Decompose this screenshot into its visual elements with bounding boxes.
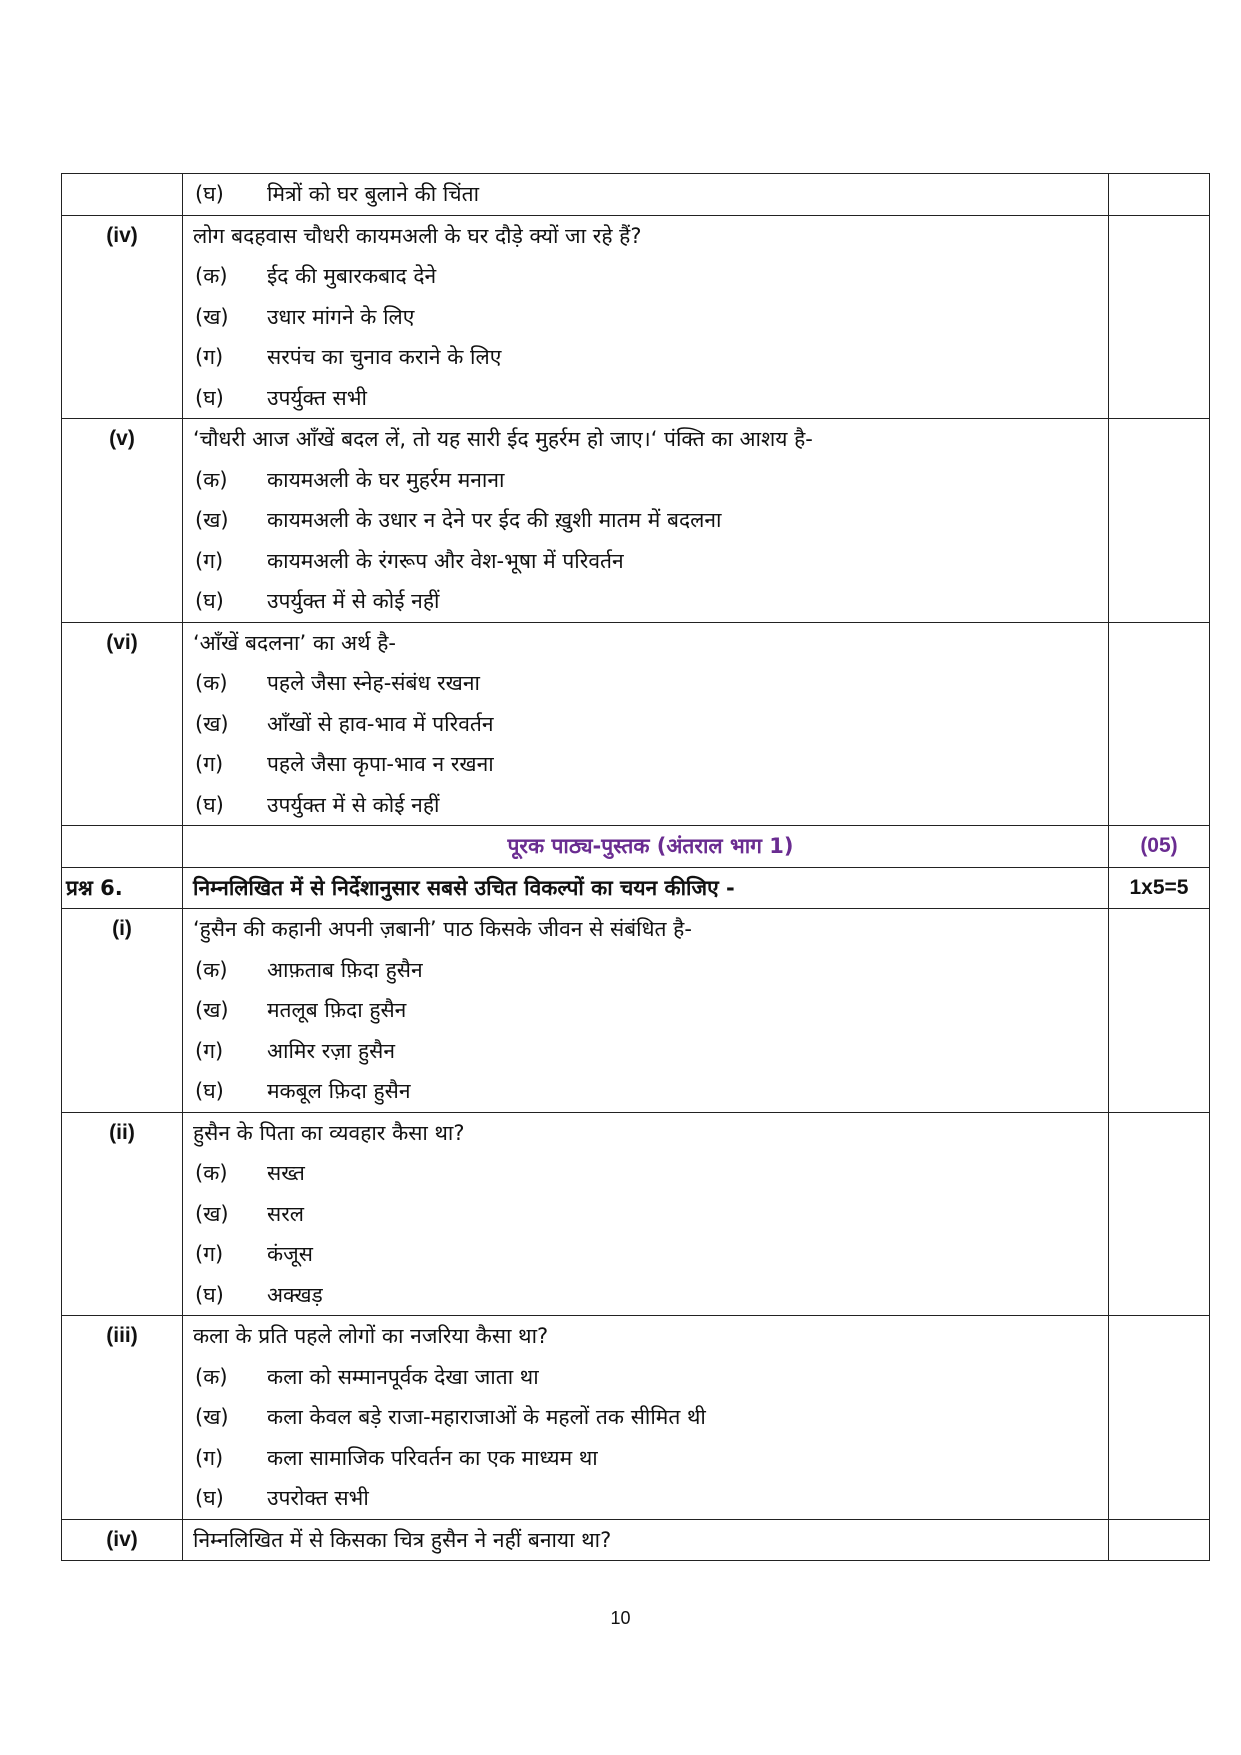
option-text: आफ़ताब फ़िदा हुसैन (267, 957, 423, 982)
marks-cell (1109, 1112, 1210, 1316)
option-text: सरल (267, 1201, 305, 1226)
instruction-text: निम्नलिखित में से निर्देशानुसार सबसे उचित विकल्पों का चयन कीजिए - (193, 875, 735, 900)
option-label: (घ) (195, 1486, 224, 1510)
option-text: उधार मांगने के लिए (267, 304, 415, 329)
marks-cell (1109, 909, 1210, 1113)
option-line (193, 663, 1108, 704)
option-label: (ग) (195, 345, 224, 369)
option-label: (ख) (195, 1405, 229, 1429)
question-number: (vi) (106, 630, 138, 654)
option-label: (क) (195, 467, 228, 492)
question-number-cell (62, 909, 183, 1113)
option-label: (घ) (195, 1282, 224, 1307)
question-text: लोग बदहवास चौधरी कायमअली के घर दौड़े क्यों जा रहे हैं? (193, 223, 642, 248)
option-line (193, 1357, 1108, 1398)
question-text: हुसैन के पिता का व्यवहार कैसा था? (193, 1120, 465, 1145)
table-row (62, 1112, 1210, 1316)
table-row (62, 419, 1210, 623)
question-table (61, 173, 1210, 1561)
table-row (62, 909, 1210, 1113)
option-line (193, 1275, 1108, 1316)
question-marks: 1x5=5 (1129, 875, 1189, 899)
section-marks: (05) (1140, 834, 1178, 857)
question-number-cell (62, 867, 183, 909)
option-line (193, 500, 1108, 541)
option-label: (घ) (195, 385, 224, 410)
marks-cell (1109, 174, 1210, 216)
question-number: (i) (112, 917, 132, 940)
question-number: (iv) (106, 1527, 138, 1551)
question-number-cell (62, 622, 183, 826)
table-row (62, 1316, 1210, 1520)
option-line (193, 1153, 1108, 1194)
option-label: (ग) (195, 752, 224, 776)
question-text: ‘आँखें बदलना’ का अर्थ है- (193, 630, 396, 655)
option-text: उपर्युक्त में से कोई नहीं (267, 589, 440, 613)
option-text: सरपंच का चुनाव कराने के लिए (267, 345, 502, 369)
option-label: (क) (195, 264, 228, 288)
option-text: कायमअली के घर मुहर्रम मनाना (267, 467, 505, 492)
option-label: (ख) (195, 998, 229, 1022)
question-number-cell (62, 1519, 183, 1561)
table-row (62, 1519, 1210, 1561)
table-row (62, 826, 1210, 868)
option-label: (ख) (195, 304, 229, 329)
option-text: कायमअली के रंगरूप और वेश-भूषा में परिवर्तन (267, 548, 624, 573)
option-line (193, 785, 1108, 826)
question-text: कला के प्रति पहले लोगों का नजरिया कैसा था? (193, 1324, 549, 1348)
question-content-cell (183, 1316, 1109, 1520)
option-text: मतलूब फ़िदा हुसैन (267, 998, 407, 1022)
option-text: उपर्युक्त सभी (267, 385, 367, 410)
option-line (193, 337, 1108, 378)
option-text: ईद की मुबारकबाद देने (267, 264, 437, 288)
section-title: पूरक पाठ्य-पुस्तक (अंतराल भाग 1) (507, 834, 794, 858)
option-line (193, 460, 1108, 501)
question-content-cell (183, 215, 1109, 419)
option-line (193, 1478, 1108, 1519)
question-number-cell (62, 419, 183, 623)
question-text: निम्नलिखित में से किसका चित्र हुसैन ने नहीं बनाया था? (193, 1527, 612, 1552)
marks-cell (1109, 1316, 1210, 1520)
question-number-cell (62, 1112, 183, 1316)
option-line (193, 1438, 1108, 1479)
option-line (193, 297, 1108, 338)
question-content-cell (183, 909, 1109, 1113)
question-number-cell (62, 1316, 183, 1520)
option-label: (घ) (195, 1079, 224, 1103)
option-line (193, 1194, 1108, 1235)
option-label: (क) (195, 1364, 228, 1389)
option-text: अक्खड़ (267, 1282, 323, 1307)
question-number-cell (62, 215, 183, 419)
option-label: (ग) (195, 1038, 224, 1063)
option-label: (क) (195, 671, 228, 695)
option-label: (ख) (195, 1201, 229, 1226)
option-label: (ग) (195, 1242, 224, 1266)
question-content-cell (183, 419, 1109, 623)
option-text: कंजूस (267, 1242, 313, 1266)
option-text: उपरोक्त सभी (267, 1486, 369, 1510)
option-label: (क) (195, 1161, 228, 1185)
option-text: मकबूल फ़िदा हुसैन (267, 1079, 411, 1103)
option-label: (ग) (195, 1445, 224, 1470)
question-number: (ii) (109, 1120, 135, 1144)
option-line (193, 174, 1108, 215)
option-label: (घ) (195, 792, 224, 817)
option-label: (क) (195, 957, 228, 982)
marks-cell (1109, 419, 1210, 623)
option-line (193, 541, 1108, 582)
question-number: प्रश्न 6. (66, 875, 123, 900)
option-line (193, 581, 1108, 622)
option-line (193, 744, 1108, 785)
option-line (193, 378, 1108, 419)
question-text: ‘चौधरी आज आँखें बदल लें, तो यह सारी ईद मुहर्रम हो जाए।‘ पंक्ति का आशय है- (193, 427, 813, 451)
option-line (193, 1234, 1108, 1275)
marks-cell (1109, 622, 1210, 826)
question-number: (iii) (106, 1324, 138, 1347)
table-row (62, 174, 1210, 216)
option-line (193, 704, 1108, 745)
option-text: कायमअली के उधार न देने पर ईद की ख़ुशी मातम में बदलना (267, 508, 722, 532)
marks-cell (1109, 1519, 1210, 1561)
marks-cell (1109, 826, 1210, 868)
table-row (62, 622, 1210, 826)
question-number: (v) (109, 427, 135, 450)
table-row (62, 867, 1210, 909)
option-text: पहले जैसा कृपा-भाव न रखना (267, 752, 494, 776)
question-content-cell (183, 1519, 1109, 1561)
option-line (193, 256, 1108, 297)
option-text: आँखों से हाव-भाव में परिवर्तन (267, 711, 494, 736)
question-number-cell (62, 174, 183, 216)
option-text: मित्रों को घर बुलाने की चिंता (267, 182, 480, 206)
option-label: (ख) (195, 508, 229, 532)
question-number: (iv) (106, 223, 138, 247)
option-text: पहले जैसा स्नेह-संबंध रखना (267, 671, 480, 695)
section-heading-cell (183, 826, 1109, 868)
question-number-cell (62, 826, 183, 868)
question-content-cell (183, 867, 1109, 909)
question-text: ‘हुसैन की कहानी अपनी ज़बानी’ पाठ किसके जीवन से संबंधित है- (193, 917, 692, 941)
marks-cell (1109, 867, 1210, 909)
marks-cell (1109, 215, 1210, 419)
option-text: उपर्युक्त में से कोई नहीं (267, 792, 440, 817)
question-content-cell (183, 622, 1109, 826)
option-text: आमिर रज़ा हुसैन (267, 1038, 396, 1063)
option-line (193, 1031, 1108, 1072)
page-number: 10 (610, 1608, 631, 1628)
question-content-cell (183, 174, 1109, 216)
option-text: कला सामाजिक परिवर्तन का एक माध्यम था (267, 1445, 598, 1470)
question-content-cell (183, 1112, 1109, 1316)
option-line (193, 1397, 1108, 1438)
option-label: (ख) (195, 711, 229, 736)
option-line (193, 990, 1108, 1031)
table-row (62, 215, 1210, 419)
option-line (193, 1071, 1108, 1112)
option-text: कला को सम्मानपूर्वक देखा जाता था (267, 1364, 539, 1389)
option-label: (घ) (195, 182, 224, 206)
option-text: कला केवल बड़े राजा-महाराजाओं के महलों तक सीमित थी (267, 1405, 706, 1429)
option-text: सख्त (267, 1161, 305, 1185)
option-label: (ग) (195, 548, 224, 573)
option-label: (घ) (195, 589, 224, 613)
option-line (193, 950, 1108, 991)
